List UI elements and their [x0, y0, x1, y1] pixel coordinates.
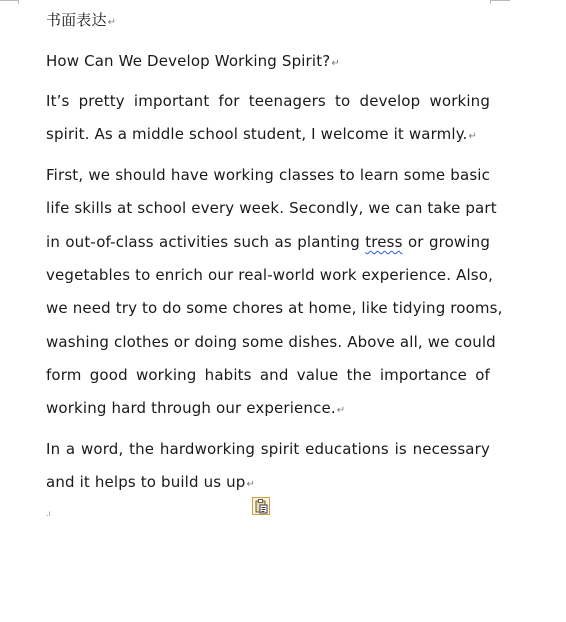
paragraph-mark: ↵ — [107, 17, 117, 28]
para2-text-3a: in out-of-class activities such as planting — [46, 233, 366, 251]
spellcheck-word[interactable]: tress — [365, 233, 403, 251]
para2-text-7: form good working habits and value the importance of — [46, 366, 490, 384]
end-of-document-mark: .ı — [46, 509, 51, 518]
para2-text-4: vegetables to enrich our real-world work experience. Also, — [46, 266, 494, 284]
para3-line-2 — [46, 472, 255, 495]
para2-text-8: working hard through our experience. — [46, 399, 336, 417]
para2-line-2 — [46, 198, 497, 218]
para2-text-3b: or growing — [402, 233, 490, 251]
para2-line-5 — [46, 298, 503, 318]
para3-text-2: and it helps to build us up — [46, 473, 246, 491]
para2-line-7 — [46, 365, 490, 385]
heading-cn: 书面表达 — [46, 11, 107, 29]
para1-text-1: It’s pretty important for teenagers to develop working — [46, 92, 490, 110]
para3-text-1: In a word, the hardworking spirit educations is necessary — [46, 440, 490, 458]
para2-line-1 — [46, 165, 490, 185]
heading-cn-line — [46, 10, 116, 33]
para1-line-2 — [46, 124, 477, 147]
essay-title: How Can We Develop Working Spirit? — [46, 52, 331, 70]
title-line — [46, 51, 340, 74]
page-corner-mark-left — [0, 0, 18, 3]
para2-line-8 — [46, 398, 345, 421]
paste-options-button[interactable] — [252, 497, 270, 515]
page-corner-mark-right — [490, 0, 510, 3]
para3-line-1 — [46, 439, 490, 459]
paragraph-mark: ↵ — [246, 479, 255, 490]
para1-text-2: spirit. As a middle school student, I welcome it warmly. — [46, 125, 468, 143]
paragraph-mark: ↵ — [468, 131, 478, 142]
paste-options-icon — [253, 498, 269, 514]
para2-line-4 — [46, 265, 494, 285]
paragraph-mark: ↵ — [331, 58, 340, 69]
paragraph-mark: ↵ — [336, 405, 346, 416]
para1-line-1 — [46, 91, 490, 111]
para2-text-2: life skills at school every week. Secondly, we can take part — [46, 199, 497, 217]
para2-text-6: washing clothes or doing some dishes. Above all, we could — [46, 333, 496, 351]
para2-text-5: we need try to do some chores at home, like tidying rooms, — [46, 299, 503, 317]
para2-line-3 — [46, 232, 490, 252]
para2-line-6 — [46, 332, 496, 352]
para2-text-1: First, we should have working classes to learn some basic — [46, 166, 490, 184]
